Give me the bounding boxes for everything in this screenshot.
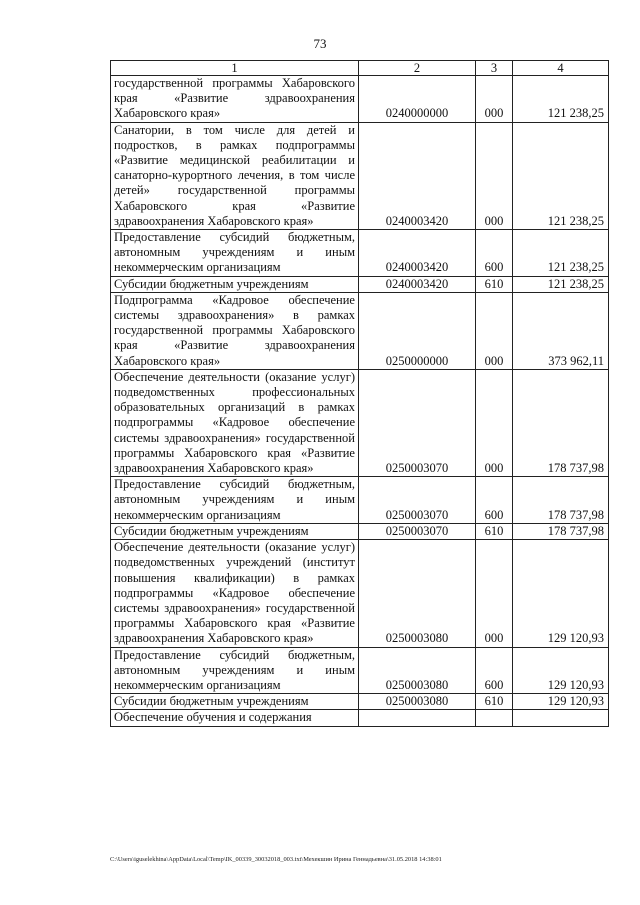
row-sum: 178 737,98 [513, 477, 609, 524]
row-name: Субсидии бюджетным учреждениям [111, 694, 359, 710]
table-row [111, 647, 609, 694]
row-name: Обеспечение деятельности (оказание услуг) подведомственных учреждений (институт повышения квалификации) в рамках подпрограммы «Кадровое обеспечение системы здравоохранения» государственной программы Хабаровского края «Развитие здравоохранения Хабаровского края» [111, 540, 359, 647]
row-vr: 000 [476, 76, 513, 123]
table-row [111, 540, 609, 647]
row-sum: 121 238,25 [513, 230, 609, 277]
row-code: 0250003080 [359, 540, 476, 647]
header-col-1: 1 [111, 61, 359, 76]
row-vr: 610 [476, 694, 513, 710]
row-code: 0250003080 [359, 694, 476, 710]
row-code: 0250000000 [359, 292, 476, 369]
row-vr: 600 [476, 230, 513, 277]
row-name: Санатории, в том числе для детей и подростков, в рамках подпрограммы «Развитие медицинской реабилитации и санаторно-курортного лечения, в том числе детей» государственной программы Хабаровского края «Развитие здравоохранения Хабаровского края» [111, 122, 359, 229]
row-sum: 129 120,93 [513, 540, 609, 647]
table-row [111, 523, 609, 539]
row-vr: 610 [476, 523, 513, 539]
table-row [111, 694, 609, 710]
header-col-2: 2 [359, 61, 476, 76]
table-row [111, 76, 609, 123]
row-name: Предоставление субсидий бюджетным, автономным учреждениям и иным некоммерческим организациям [111, 647, 359, 694]
row-code: 0250003080 [359, 647, 476, 694]
table-row [111, 369, 609, 476]
header-col-3: 3 [476, 61, 513, 76]
row-vr [476, 710, 513, 726]
row-sum: 129 120,93 [513, 647, 609, 694]
row-name: Обеспечение обучения и содержания [111, 710, 359, 726]
row-vr: 610 [476, 276, 513, 292]
row-name: Субсидии бюджетным учреждениям [111, 276, 359, 292]
row-name: Предоставление субсидий бюджетным, автономным учреждениям и иным некоммерческим организациям [111, 477, 359, 524]
row-code: 0240003420 [359, 230, 476, 277]
table-row [111, 477, 609, 524]
row-vr: 000 [476, 540, 513, 647]
budget-table [110, 60, 609, 727]
table-row [111, 122, 609, 229]
row-sum: 373 962,11 [513, 292, 609, 369]
row-sum: 121 238,25 [513, 122, 609, 229]
row-code: 0250003070 [359, 477, 476, 524]
table-header-row [111, 61, 609, 76]
file-path-footer: C:\Users\iguselekhina\AppData\Local\Temp\IK_00339_30032018_003.txt\Мехекшин Ирина Геннадьевна\31.05.2018 14:38:01 [110, 856, 442, 863]
row-sum: 178 737,98 [513, 523, 609, 539]
row-code [359, 710, 476, 726]
row-sum [513, 710, 609, 726]
row-sum: 121 238,25 [513, 276, 609, 292]
row-vr: 600 [476, 647, 513, 694]
header-col-4: 4 [513, 61, 609, 76]
row-code: 0250003070 [359, 369, 476, 476]
page-number: 73 [313, 36, 327, 51]
table-row [111, 710, 609, 726]
table-row [111, 230, 609, 277]
row-name: Субсидии бюджетным учреждениям [111, 523, 359, 539]
row-name: государственной программы Хабаровского края «Развитие здравоохранения Хабаровского края» [111, 76, 359, 123]
table-row [111, 292, 609, 369]
row-sum: 129 120,93 [513, 694, 609, 710]
row-vr: 000 [476, 292, 513, 369]
row-name: Подпрограмма «Кадровое обеспечение системы здравоохранения» в рамках государственной программы Хабаровского края «Развитие здравоохранения Хабаровского края» [111, 292, 359, 369]
row-vr: 600 [476, 477, 513, 524]
row-name: Обеспечение деятельности (оказание услуг) подведомственных профессиональных образовательных организаций в рамках подпрограммы «Кадровое обеспечение системы здравоохранения» государственной программы Хабаровского края «Развитие здравоохранения Хабаровского края» [111, 369, 359, 476]
row-code: 0250003070 [359, 523, 476, 539]
row-vr: 000 [476, 369, 513, 476]
row-code: 0240003420 [359, 276, 476, 292]
table-row [111, 276, 609, 292]
row-name: Предоставление субсидий бюджетным, автономным учреждениям и иным некоммерческим организациям [111, 230, 359, 277]
row-sum: 121 238,25 [513, 76, 609, 123]
row-code: 0240000000 [359, 76, 476, 123]
row-sum: 178 737,98 [513, 369, 609, 476]
row-vr: 000 [476, 122, 513, 229]
row-code: 0240003420 [359, 122, 476, 229]
